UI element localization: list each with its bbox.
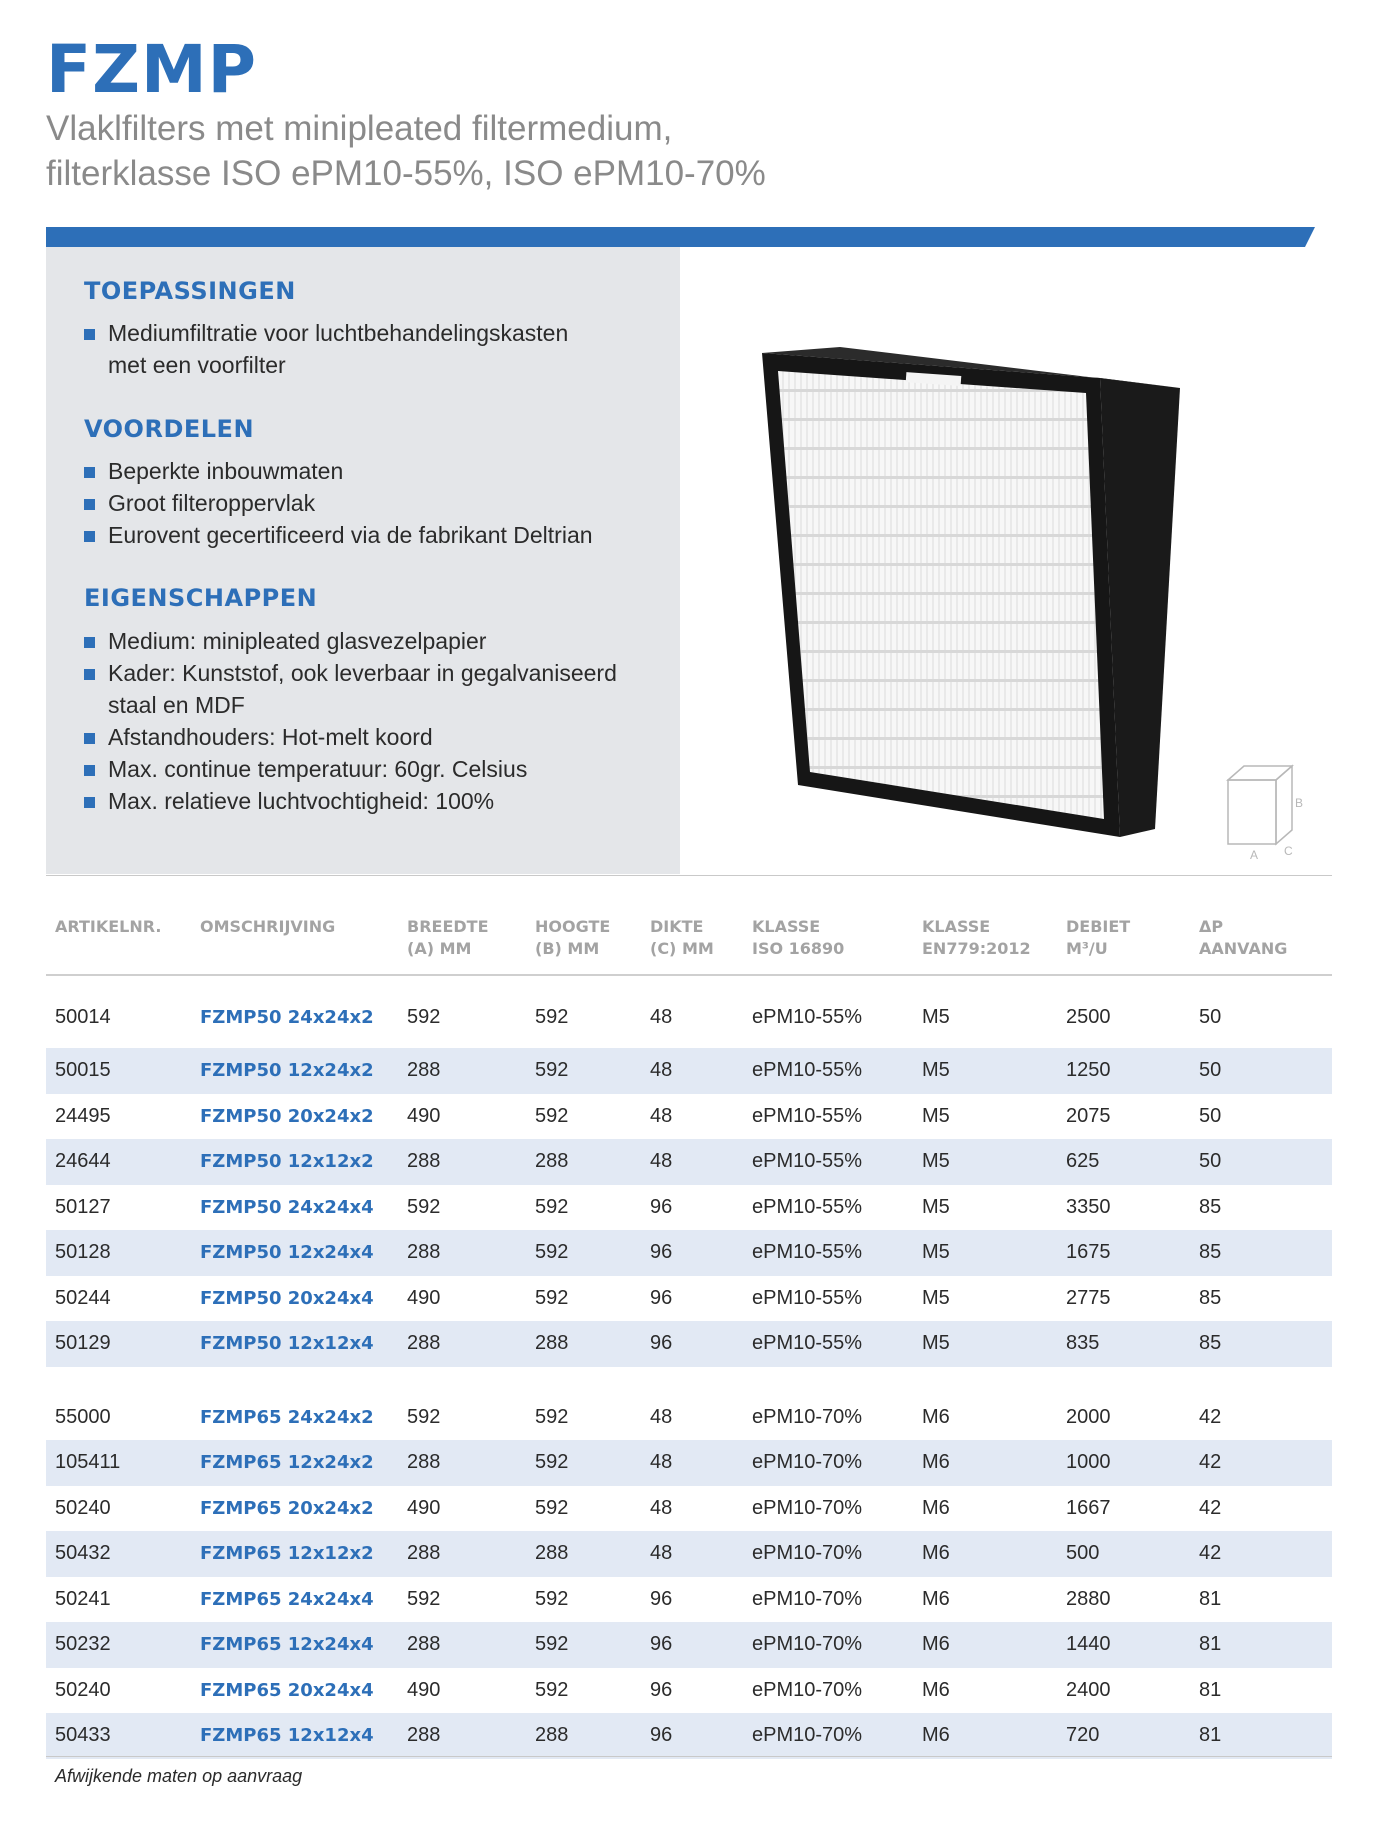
list-item — [84, 487, 664, 519]
table-row — [46, 975, 1332, 1048]
table-cell: M6 — [922, 1405, 950, 1428]
list-item-text: Beperkte inbouwmaten — [108, 458, 344, 484]
dimension-label-c: C — [1284, 844, 1293, 858]
column-header — [191, 902, 407, 975]
table-cell: 81 — [1199, 1713, 1332, 1759]
table-cell: 288 — [407, 1440, 535, 1486]
table-cell: M5 — [922, 1195, 950, 1218]
list-item — [84, 455, 664, 487]
list-item-text: Max. relatieve luchtvochtigheid: 100% — [108, 788, 495, 814]
table-body — [46, 975, 1332, 1759]
table-cell: 50432 — [46, 1531, 191, 1577]
table-cell: 96 — [650, 1713, 752, 1759]
section-title-voordelen: VOORDELEN — [84, 415, 255, 443]
table-cell: M6 — [922, 1587, 950, 1610]
bullet-icon — [84, 329, 95, 340]
table-cell: 1250 — [1066, 1048, 1199, 1094]
table-cell: 48 — [650, 1496, 673, 1519]
table-cell: M5 — [922, 1048, 1066, 1094]
table-cell: 288 — [407, 1531, 535, 1577]
table-cell: 48 — [650, 1104, 673, 1127]
toepassingen-list — [84, 317, 604, 381]
product-description: FZMP50 12x12x2 — [191, 1139, 407, 1185]
table-cell: 50129 — [46, 1321, 191, 1367]
table-cell: 50 — [1199, 1048, 1332, 1094]
table-cell: 288 — [407, 1321, 535, 1367]
table-cell: ePM10-70% — [752, 1587, 863, 1610]
footnote: Afwijkende maten op aanvraag — [55, 1766, 303, 1786]
table-cell: ePM10-55% — [752, 1230, 922, 1276]
product-description: FZMP65 24x24x2 — [200, 1406, 374, 1428]
table-cell: M6 — [922, 1622, 1066, 1668]
table-cell: ePM10-55% — [752, 1286, 863, 1309]
product-description: FZMP50 20x24x2 — [200, 1105, 374, 1127]
table-cell: M6 — [922, 1496, 950, 1519]
list-item — [84, 721, 644, 753]
bullet-icon — [84, 467, 95, 478]
table-cell: M5 — [922, 1321, 1066, 1367]
table-row — [46, 1048, 1332, 1094]
table-cell: 2880 — [1066, 1587, 1111, 1610]
column-header-line: HOOGTE — [535, 917, 611, 936]
dimension-label-a: A — [1250, 848, 1259, 860]
table-row — [46, 1531, 1332, 1577]
column-header-line: AANVANG — [1199, 939, 1288, 958]
column-header — [1199, 902, 1332, 975]
table-cell: 55000 — [55, 1405, 111, 1428]
table-cell: 288 — [407, 1230, 535, 1276]
column-header — [535, 902, 650, 975]
table-cell: 2000 — [1066, 1405, 1111, 1428]
table-cell: 81 — [1199, 1678, 1222, 1701]
table-cell: 490 — [407, 1678, 441, 1701]
table-row — [46, 1486, 1332, 1532]
dimension-label-b: B — [1295, 796, 1304, 810]
eigenschappen-list — [84, 625, 644, 817]
column-header-line: DEBIET — [1066, 917, 1131, 936]
column-header-line: (B) MM — [535, 939, 600, 958]
table-cell: 48 — [650, 1405, 673, 1428]
table-cell: 50 — [1199, 1005, 1222, 1028]
table-cell: 85 — [1199, 1195, 1222, 1218]
group-spacer — [46, 1367, 1332, 1395]
column-header-line: ARTIKELNR. — [55, 917, 162, 936]
table-cell: 592 — [535, 1405, 569, 1428]
table-cell: 48 — [650, 1005, 673, 1028]
list-item-text: Max. continue temperatuur: 60gr. Celsius — [108, 756, 528, 782]
column-header — [922, 902, 1066, 975]
column-header-line: DIKTE — [650, 917, 704, 936]
table-cell: 85 — [1199, 1286, 1222, 1309]
list-item-text: Kader: Kunststof, ook leverbaar in gegalvaniseerd staal en MDF — [108, 660, 617, 718]
table-cell: 288 — [535, 1139, 650, 1185]
column-header-line: M³/U — [1066, 939, 1108, 958]
table-cell: ePM10-55% — [752, 1005, 863, 1028]
table-row — [46, 1230, 1332, 1276]
table-cell: 288 — [407, 1048, 535, 1094]
table-cell: 24644 — [46, 1139, 191, 1185]
bullet-icon — [84, 733, 95, 744]
table-cell: 50 — [1199, 1104, 1222, 1127]
table-cell: ePM10-55% — [752, 1195, 863, 1218]
table-cell: ePM10-70% — [752, 1405, 863, 1428]
list-item — [84, 625, 644, 657]
table-cell: 592 — [535, 1005, 569, 1028]
product-description: FZMP50 24x24x2 — [200, 1006, 374, 1028]
table-cell: 592 — [535, 1587, 569, 1610]
table-cell: 288 — [535, 1321, 650, 1367]
table-cell: M6 — [922, 1713, 1066, 1759]
column-header-line: BREEDTE — [407, 917, 489, 936]
table-cell: 3350 — [1066, 1195, 1111, 1218]
bullet-icon — [84, 531, 95, 542]
table-cell: 592 — [535, 1496, 569, 1519]
table-cell: 85 — [1199, 1230, 1332, 1276]
table-cell: 50014 — [55, 1005, 111, 1028]
list-item — [84, 753, 644, 785]
table-cell: 50433 — [46, 1713, 191, 1759]
column-header-line: OMSCHRIJVING — [200, 917, 336, 936]
table-cell: 50127 — [55, 1195, 111, 1218]
table-cell: 592 — [535, 1195, 569, 1218]
table-cell: 720 — [1066, 1713, 1199, 1759]
table-cell: 50244 — [55, 1286, 111, 1309]
list-item — [84, 519, 664, 551]
divider — [46, 875, 1332, 876]
table-cell: 1667 — [1066, 1496, 1111, 1519]
column-header-line: ΔP — [1199, 917, 1224, 936]
table-cell: ePM10-70% — [752, 1622, 922, 1668]
spacer-cell — [46, 1367, 1332, 1395]
table-cell: 42 — [1199, 1440, 1332, 1486]
product-description: FZMP50 24x24x4 — [200, 1196, 374, 1218]
table-cell: 50240 — [55, 1678, 111, 1701]
divider — [46, 1756, 1332, 1757]
product-description: FZMP65 12x24x4 — [191, 1622, 407, 1668]
accent-bar — [46, 227, 1315, 247]
table-cell: M5 — [922, 1104, 950, 1127]
list-item-text: Eurovent gecertificeerd via de fabrikant Deltrian — [108, 522, 593, 548]
table-cell: 2075 — [1066, 1104, 1111, 1127]
page-title: FZMP — [46, 31, 257, 108]
list-item-text: Medium: minipleated glasvezelpapier — [108, 628, 487, 654]
column-header — [46, 902, 191, 975]
bullet-icon — [84, 797, 95, 808]
column-header — [752, 902, 922, 975]
dimension-box-icon — [1222, 760, 1304, 860]
table-cell: 288 — [407, 1622, 535, 1668]
table-cell: 1000 — [1066, 1440, 1199, 1486]
bullet-icon — [84, 499, 95, 510]
table-cell: ePM10-55% — [752, 1104, 863, 1127]
table-cell: 42 — [1199, 1531, 1332, 1577]
table-cell: 592 — [407, 1405, 441, 1428]
table-cell: 1440 — [1066, 1622, 1199, 1668]
table-cell: 592 — [407, 1195, 441, 1218]
table-cell: 592 — [535, 1104, 569, 1127]
table-cell: 288 — [407, 1713, 535, 1759]
table-cell: ePM10-70% — [752, 1440, 922, 1486]
column-header-line: (A) MM — [407, 939, 472, 958]
table-cell: 96 — [650, 1230, 752, 1276]
table-cell: 288 — [535, 1531, 650, 1577]
table-cell: 96 — [650, 1321, 752, 1367]
column-header — [1066, 902, 1199, 975]
section-title-toepassingen: TOEPASSINGEN — [84, 277, 296, 305]
table-cell: 2400 — [1066, 1678, 1111, 1701]
table-cell: 50232 — [46, 1622, 191, 1668]
table-row — [46, 1622, 1332, 1668]
page-subtitle — [46, 106, 766, 196]
table-cell: 96 — [650, 1286, 673, 1309]
column-header-line: EN779:2012 — [922, 939, 1031, 958]
product-description: FZMP50 12x24x4 — [191, 1230, 407, 1276]
table-cell: M5 — [922, 1286, 950, 1309]
table-cell: 48 — [650, 1531, 752, 1577]
table-cell: 85 — [1199, 1321, 1332, 1367]
table-cell: 1675 — [1066, 1230, 1199, 1276]
table-cell: 490 — [407, 1496, 441, 1519]
table-cell: 24495 — [55, 1104, 111, 1127]
table-cell: M6 — [922, 1440, 1066, 1486]
table-cell: 592 — [535, 1678, 569, 1701]
table-cell: 96 — [650, 1678, 673, 1701]
table-cell: 592 — [535, 1048, 650, 1094]
bullet-icon — [84, 637, 95, 648]
table-row — [46, 1395, 1332, 1441]
table-cell: 50128 — [46, 1230, 191, 1276]
product-description: FZMP65 20x24x4 — [200, 1679, 374, 1701]
table-cell: 835 — [1066, 1321, 1199, 1367]
table-cell: 2775 — [1066, 1286, 1111, 1309]
table-cell: ePM10-55% — [752, 1139, 922, 1185]
table-row — [46, 1668, 1332, 1714]
table-cell: M5 — [922, 1230, 1066, 1276]
table-cell: 96 — [650, 1622, 752, 1668]
list-item-text: Groot filteroppervlak — [108, 490, 316, 516]
column-header-line: ISO 16890 — [752, 939, 845, 958]
table-cell: 96 — [650, 1587, 673, 1610]
product-description: FZMP65 24x24x4 — [200, 1588, 374, 1610]
list-item-text: Afstandhouders: Hot-melt koord — [108, 724, 433, 750]
column-header-line: (C) MM — [650, 939, 714, 958]
table-cell: 592 — [535, 1286, 569, 1309]
table-row — [46, 1577, 1332, 1623]
table-row — [46, 1094, 1332, 1140]
product-description: FZMP50 12x12x4 — [191, 1321, 407, 1367]
table-cell: ePM10-55% — [752, 1048, 922, 1094]
bullet-icon — [84, 765, 95, 776]
table-cell: ePM10-70% — [752, 1496, 863, 1519]
table-cell: 288 — [535, 1713, 650, 1759]
table-cell: 288 — [407, 1139, 535, 1185]
table-cell: 42 — [1199, 1496, 1222, 1519]
table-cell: M5 — [922, 1005, 950, 1028]
product-description: FZMP65 12x24x2 — [191, 1440, 407, 1486]
column-header-line: KLASSE — [752, 917, 821, 936]
table-cell: 96 — [650, 1195, 673, 1218]
column-header-line: KLASSE — [922, 917, 991, 936]
table-cell: 42 — [1199, 1405, 1222, 1428]
table-cell: 105411 — [46, 1440, 191, 1486]
table-cell: 592 — [535, 1230, 650, 1276]
info-panel — [46, 247, 680, 874]
product-description: FZMP65 12x12x2 — [191, 1531, 407, 1577]
list-item — [84, 657, 644, 721]
column-header — [650, 902, 752, 975]
table-cell: M6 — [922, 1678, 950, 1701]
table-cell: 50240 — [55, 1496, 111, 1519]
product-description: FZMP65 12x12x4 — [191, 1713, 407, 1759]
list-item — [84, 317, 604, 381]
voordelen-list — [84, 455, 664, 551]
bullet-icon — [84, 669, 95, 680]
table-cell: 50015 — [46, 1048, 191, 1094]
table-row — [46, 1713, 1332, 1759]
table-cell: 490 — [407, 1286, 441, 1309]
product-table — [46, 902, 1332, 1759]
table-cell: 50241 — [55, 1587, 111, 1610]
product-description: FZMP50 20x24x4 — [200, 1287, 374, 1309]
table-cell: 2500 — [1066, 1005, 1111, 1028]
table-row — [46, 1139, 1332, 1185]
table-cell: 48 — [650, 1048, 752, 1094]
table-cell: ePM10-70% — [752, 1678, 863, 1701]
table-row — [46, 1276, 1332, 1322]
table-cell: 500 — [1066, 1531, 1199, 1577]
table-cell: 625 — [1066, 1139, 1199, 1185]
table-row — [46, 1440, 1332, 1486]
subtitle-line: Vlaklfilters met minipleated filtermedium, — [46, 109, 673, 148]
table-cell: 592 — [407, 1587, 441, 1610]
table-cell: 592 — [407, 1005, 441, 1028]
list-item-text: Mediumfiltratie voor luchtbehandelingskasten met een voorfilter — [108, 320, 569, 378]
list-item — [84, 785, 644, 817]
product-description: FZMP65 20x24x2 — [200, 1497, 374, 1519]
table-cell: ePM10-55% — [752, 1321, 922, 1367]
table-cell: 48 — [650, 1139, 752, 1185]
column-header — [407, 902, 535, 975]
subtitle-line: filterklasse ISO ePM10-55%, ISO ePM10-70% — [46, 154, 766, 193]
product-description: FZMP50 12x24x2 — [191, 1048, 407, 1094]
table-cell: 48 — [650, 1440, 752, 1486]
table-cell: ePM10-70% — [752, 1531, 922, 1577]
table-cell: 81 — [1199, 1622, 1332, 1668]
table-cell: ePM10-70% — [752, 1713, 922, 1759]
table-cell: 81 — [1199, 1587, 1222, 1610]
table-row — [46, 1321, 1332, 1367]
table-cell: M6 — [922, 1531, 1066, 1577]
table-cell: 592 — [535, 1440, 650, 1486]
table-cell: 490 — [407, 1104, 441, 1127]
table-cell: 50 — [1199, 1139, 1332, 1185]
table-row — [46, 1185, 1332, 1231]
table-cell: 592 — [535, 1622, 650, 1668]
section-title-eigenschappen: EIGENSCHAPPEN — [84, 584, 318, 612]
table-header-row — [46, 902, 1332, 975]
table-cell: M5 — [922, 1139, 1066, 1185]
